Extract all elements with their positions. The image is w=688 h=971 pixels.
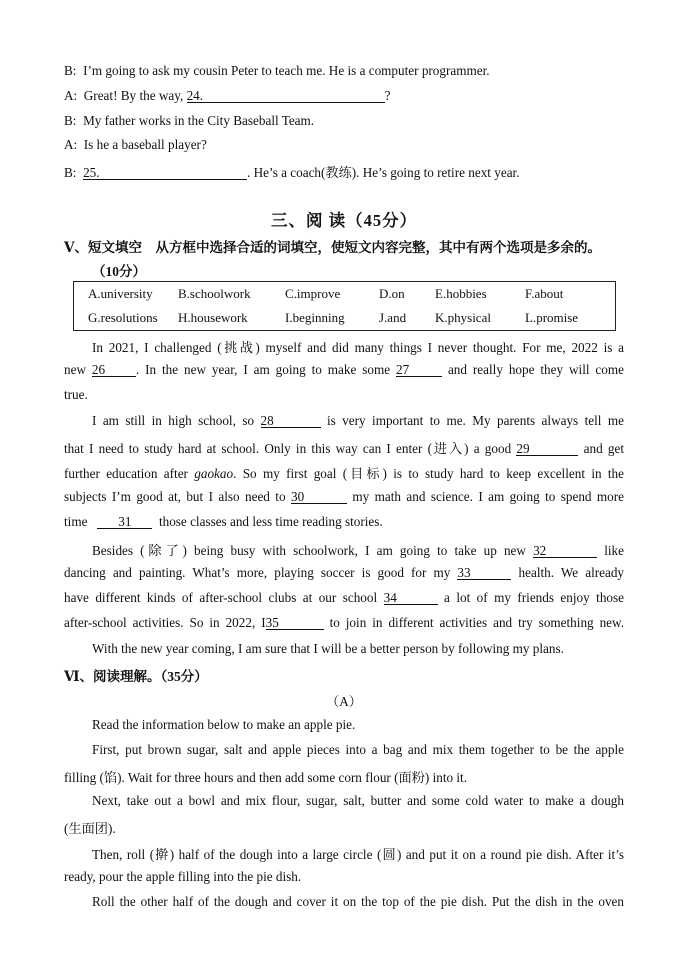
- option-b: B.schoolwork: [178, 286, 251, 301]
- passage-line: Read the information below to make an apple pie.: [92, 717, 356, 732]
- option-j: J.and: [379, 310, 407, 325]
- passage-line: have different kinds of after-school clubs at our school 34 a lot of my friends enjoy those: [64, 590, 624, 605]
- passage-line: In 2021, I challenged (挑战) myself and did many things I never thought. For me, 2022 is a: [92, 340, 624, 355]
- option-l: L.promise: [525, 310, 579, 325]
- blank-34[interactable]: 34: [384, 591, 438, 605]
- passage-line: after-school activities. So in 2022, I35 to join in different activities and try something new.: [64, 615, 624, 630]
- option-c: C.improve: [285, 286, 341, 301]
- option-f: F.about: [525, 286, 564, 301]
- blank-29[interactable]: 29: [516, 442, 578, 456]
- blank-31[interactable]: 31: [97, 515, 152, 529]
- section-title: 三、阅 读（45分）: [270, 211, 418, 230]
- part5-score: （10分）: [92, 264, 146, 279]
- blank-27[interactable]: 27: [396, 363, 442, 377]
- dialogue-line-1: B: I’m going to ask my cousin Peter to teach me. He is a computer programmer.: [64, 63, 490, 78]
- option-d: D.on: [379, 286, 405, 301]
- passage-line: With the new year coming, I am sure that I will be a better person by following my plans.: [92, 641, 564, 656]
- blank-33[interactable]: 33: [457, 566, 511, 580]
- dialogue-line-4: A: Is he a baseball player?: [64, 137, 207, 152]
- blank-24[interactable]: 24.: [187, 89, 385, 103]
- blank-35[interactable]: 35: [266, 616, 324, 630]
- options-row-2: [74, 306, 616, 331]
- passage-line: true.: [64, 387, 88, 402]
- passage-a-label: （A）: [326, 694, 362, 709]
- passage-line: I am still in high school, so 28 is very important to me. My parents always tell me: [92, 413, 624, 428]
- passage-line: Next, take out a bowl and mix flour, sugar, salt, butter and some cold water to make a dough: [92, 793, 624, 808]
- passage-line: that I need to study hard at school. Only in this way can I enter (进入) a good 29 and get: [64, 441, 625, 456]
- passage-line: Besides (除了) being busy with schoolwork, I am going to take up new 32 like: [92, 543, 625, 558]
- option-h: H.housework: [178, 310, 248, 325]
- option-g: G.resolutions: [88, 310, 158, 325]
- option-k: K.physical: [435, 310, 491, 325]
- passage-line: filling (馅). Wait for three hours and then add some corn flour (面粉) into it.: [64, 770, 468, 785]
- blank-28[interactable]: 28: [261, 414, 321, 428]
- options-row-1: [74, 282, 616, 307]
- blank-30[interactable]: 30: [291, 490, 347, 504]
- part6-title: Ⅵ、阅读理解。（35分）: [64, 669, 208, 684]
- passage-line: ready, pour the apple filling into the pie dish.: [64, 869, 302, 884]
- passage-line: Then, roll (擀) half of the dough into a large circle (圆) and put it on a round pie dish. After it’s: [92, 847, 624, 862]
- blank-32[interactable]: 32: [533, 544, 597, 558]
- passage-line: First, put brown sugar, salt and apple pieces into a bag and mix them together to be the apple: [92, 742, 624, 757]
- blank-26[interactable]: 26: [92, 363, 136, 377]
- word-options-box: [73, 281, 616, 331]
- dialogue-line-2: A: Great! By the way, 24. ?: [64, 88, 391, 103]
- passage-line: time 31 those classes and less time reading stories.: [64, 514, 383, 529]
- dialogue-line-3: B: My father works in the City Baseball Team.: [64, 113, 315, 128]
- passage-line: new 26 . In the new year, I am going to make some 27 and really hope they will come: [64, 362, 624, 377]
- part5-title: Ⅴ、短文填空 从方框中选择合适的词填空，使短文内容完整，其中有两个选项是多余的。: [64, 240, 601, 255]
- passage-line: dancing and painting. What’s more, playing soccer is good for my 33 health. We already: [64, 565, 625, 580]
- passage-line: further education after gaokao. So my first goal (目标) is to study hard to keep excellent in the: [64, 466, 625, 481]
- option-e: E.hobbies: [435, 286, 487, 301]
- passage-line: Roll the other half of the dough and cover it on the top of the pie dish. Put the dish in the oven: [92, 894, 624, 909]
- option-a: A.university: [88, 286, 153, 301]
- passage-line: (生面团).: [64, 821, 116, 836]
- option-i: I.beginning: [285, 310, 345, 325]
- dialogue-line-5: B: 25. . He’s a coach(教练). He’s going to retire next year.: [64, 165, 520, 180]
- blank-25[interactable]: 25.: [83, 166, 247, 180]
- passage-line: subjects I’m good at, but I also need to 30 my math and science. I am going to spend more: [64, 489, 625, 504]
